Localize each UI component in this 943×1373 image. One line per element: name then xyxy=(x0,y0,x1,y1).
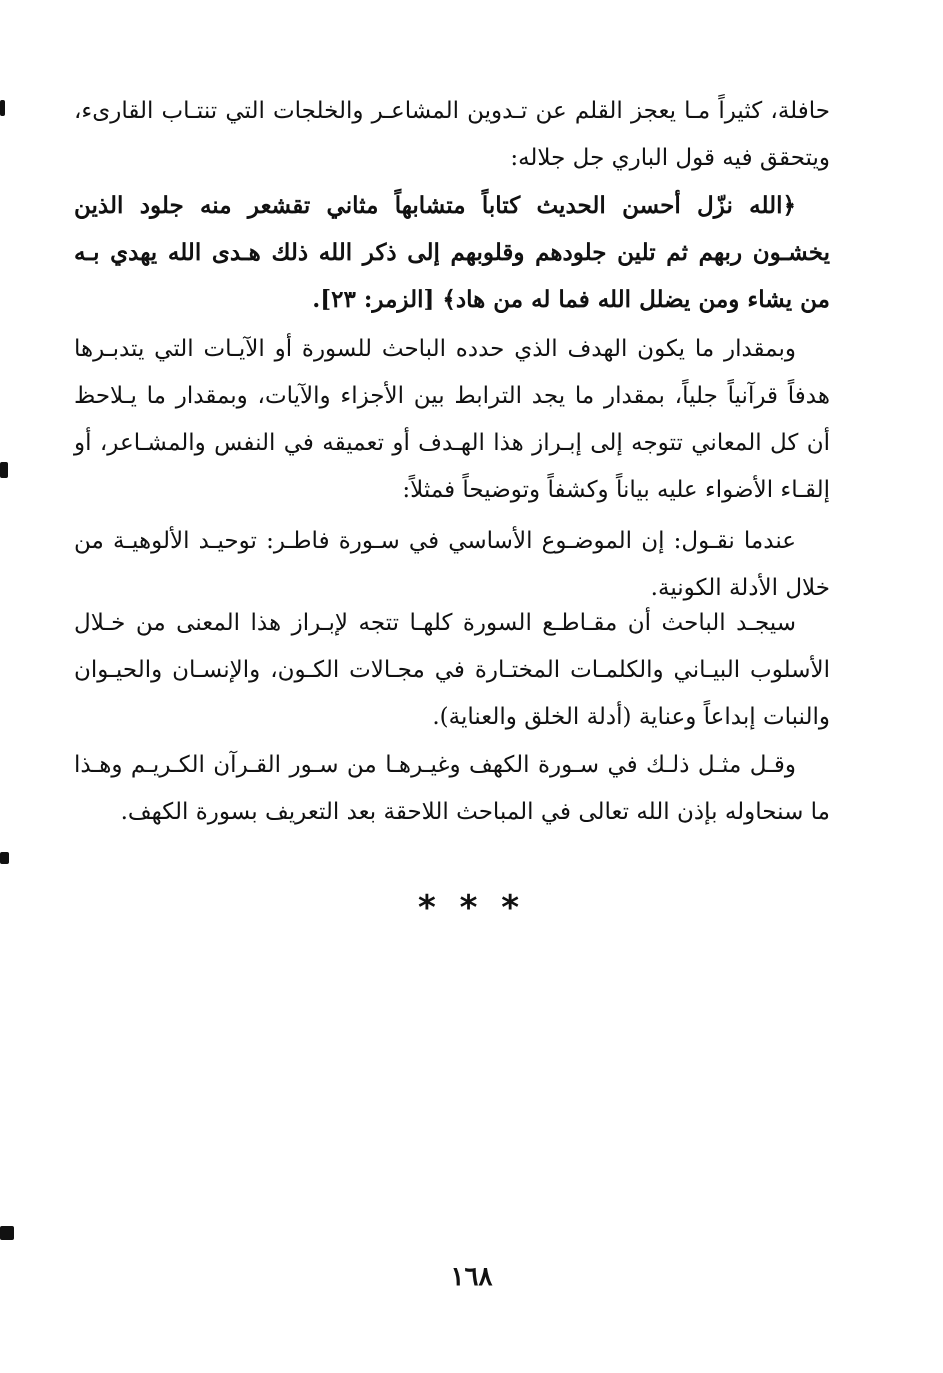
page-number: ١٦٨ xyxy=(450,1262,493,1292)
body-paragraph xyxy=(74,326,830,514)
paragraph-text: وبمقدار ما يكون الهدف الذي حدده الباحث للسورة أو الآيـات التي يتدبـرها هدفاً قرآنياً جلياً، بمقدار ما يجد الترابط بين الأجزاء والآيات، وبمقدار ما يـلاحظ أن كل المعاني تتوجه إلى إبـراز هذا الهـدف أو تعميقه في النفس والمشـاعر، أو إلقـاء الأضواء عليه بياناً وكشفاً وتوضيحاً فمثلاً: xyxy=(74,336,830,503)
scan-edge-mark xyxy=(0,852,9,864)
body-paragraph xyxy=(74,518,830,612)
paragraph-text: حافلة، كثيراً مـا يعجز القلم عن تـدوين المشاعـر والخلجات التي تنتـاب القارىء، ويتحقق فيه قول الباري جل جلاله: xyxy=(74,98,830,171)
paragraph-text: عندما نقـول: إن الموضـوع الأساسي في سـورة فاطـر: توحيـد الألوهيـة من خلال الأدلة الكونية. xyxy=(74,528,830,601)
scan-edge-mark xyxy=(0,462,8,478)
section-separator: * * * xyxy=(417,888,525,928)
body-paragraph-continuation xyxy=(74,88,830,182)
paragraph-text: وقـل مثـل ذلـك في سـورة الكهف وغيـرهـا من سـور القـرآن الكـريـم وهـذا ما سنحاوله بإذن الله تعالى في المباحث اللاحقة بعد التعريف بسورة الكهف. xyxy=(74,752,830,825)
scan-edge-mark xyxy=(0,100,5,116)
quran-verse-quote xyxy=(74,182,830,323)
body-paragraph xyxy=(74,600,830,741)
body-paragraph xyxy=(74,742,830,836)
scan-edge-mark xyxy=(0,1226,14,1240)
paragraph-text: سيجـد الباحث أن مقـاطـع السورة كلهـا تتجه لإبـراز هذا المعنى من خـلال الأسلوب البيـاني والكلمـات المختـارة في مجـالات الكـون، والإنسـان والحيـوان والنبات إبداعاً وعناية (أدلة الخلق والعناية). xyxy=(74,610,830,730)
paragraph-text: ﴿الله نزّل أحسن الحديث كتاباً متشابهاً مثاني تقشعر منه جلود الذين يخشـون ربهم ثم تلين جلودهم وقلوبهم إلى ذكر الله ذلك هـدى الله يهدي بـه من يشاء ومن يضلل الله فما له من هاد﴾ [الزمر: ٢٣]. xyxy=(74,192,830,313)
